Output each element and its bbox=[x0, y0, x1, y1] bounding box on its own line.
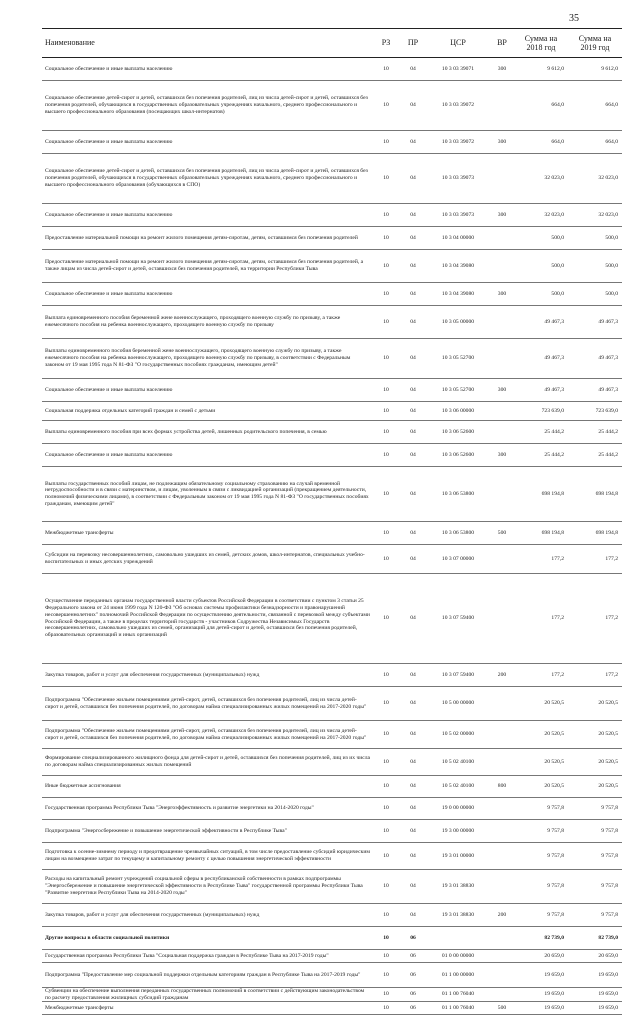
cell-sum-2019: 9 757,8 bbox=[568, 904, 622, 927]
budget-table bbox=[42, 28, 622, 1015]
cell-vr: 500 bbox=[490, 1002, 514, 1015]
cell-rz: 10 bbox=[372, 950, 400, 963]
cell-csr: 01 1 00 76040 bbox=[426, 1002, 490, 1015]
cell-sum-2019: 177,2 bbox=[568, 545, 622, 574]
cell-vr bbox=[490, 687, 514, 721]
cell-pr: 04 bbox=[400, 545, 426, 574]
table-row bbox=[42, 963, 622, 988]
table-row bbox=[42, 950, 622, 963]
cell-sum-2018: 32 023,0 bbox=[514, 154, 568, 204]
cell-rz: 10 bbox=[372, 843, 400, 870]
cell-pr: 04 bbox=[400, 421, 426, 444]
cell-name: Закупка товаров, работ и услуг для обеспечения государственных (муниципальных) нужд bbox=[42, 664, 372, 687]
cell-csr: 10 3 07 59400 bbox=[426, 574, 490, 664]
cell-pr: 04 bbox=[400, 81, 426, 131]
cell-vr bbox=[490, 545, 514, 574]
cell-sum-2019: 25 444,2 bbox=[568, 421, 622, 444]
table-row bbox=[42, 402, 622, 421]
header-sum-2019: Сумма на 2019 год bbox=[568, 29, 622, 58]
cell-name: Подготовка к осенне-зимнему периоду и предотвращение чрезвычайных ситуаций, в том числе предоставление субсидий юридическим лицам на возмещение затрат по текущему и капитальному ремонту с целью повышения энергетической эффективности bbox=[42, 843, 372, 870]
cell-csr: 19 0 00 00000 bbox=[426, 798, 490, 820]
cell-csr: 10 3 06 52600 bbox=[426, 421, 490, 444]
cell-vr bbox=[490, 467, 514, 522]
cell-name: Государственная программа Республики Тыва "Энергоэффективность и развитие энергетики на 2014-2020 годы" bbox=[42, 798, 372, 820]
cell-sum-2018: 698 194,8 bbox=[514, 522, 568, 545]
cell-pr: 04 bbox=[400, 283, 426, 306]
cell-sum-2018: 500,0 bbox=[514, 227, 568, 250]
cell-name: Социальная поддержка отдельных категорий граждан и семей с детьми bbox=[42, 402, 372, 421]
cell-sum-2019: 9 757,8 bbox=[568, 798, 622, 820]
cell-rz: 10 bbox=[372, 339, 400, 379]
cell-name: Расходы на капитальный ремонт учреждений социальной сферы в республиканской собственности в рамках подпрограммы "Энергосбережение и повышение энергетической эффективности в Республике Тыва" государственной программы Республики Тыва "Развитие энергетики Республики Тыва на 2014-2020 годы" bbox=[42, 870, 372, 904]
cell-sum-2019: 177,2 bbox=[568, 574, 622, 664]
cell-name: Социальное обеспечение и иные выплаты населению bbox=[42, 204, 372, 227]
cell-csr: 01 1 00 76040 bbox=[426, 988, 490, 1002]
cell-rz: 10 bbox=[372, 963, 400, 988]
cell-csr: 10 3 03 39071 bbox=[426, 58, 490, 81]
cell-pr: 04 bbox=[400, 870, 426, 904]
table-row bbox=[42, 421, 622, 444]
cell-sum-2019: 500,0 bbox=[568, 227, 622, 250]
cell-name: Подпрограмма "Обеспечение жильем помещениями детей-сирот, детей, оставшихся без попечения родителей, лиц из числа детей-сирот и детей, оставшихся без попечения родителей, по договорам найма специализированных жилых помещений на 2017-2020 годы" bbox=[42, 687, 372, 721]
cell-sum-2019: 723 639,0 bbox=[568, 402, 622, 421]
header-csr: ЦСР bbox=[426, 29, 490, 58]
cell-name: Выплаты государственных пособий лицам, не подлежащим обязательному социальному страхованию на случай временной нетрудоспособности и в связи с материнством, и лицам, уволенным в связи с ликвидацией организаций (прекращением деятельности, полномочий физическими лицами), в соответствии с Федеральным законом от 19 мая 1995 года N 81-ФЗ "О государственных пособиях гражданам, имеющим детей" bbox=[42, 467, 372, 522]
cell-csr: 10 3 05 52700 bbox=[426, 379, 490, 402]
cell-pr: 06 bbox=[400, 963, 426, 988]
cell-sum-2019: 500,0 bbox=[568, 250, 622, 283]
cell-name: Межбюджетные трансферты bbox=[42, 1002, 372, 1015]
cell-vr bbox=[490, 950, 514, 963]
cell-csr: 10 5 00 00000 bbox=[426, 687, 490, 721]
cell-name: Социальное обеспечение и иные выплаты населению bbox=[42, 379, 372, 402]
cell-csr: 10 3 07 59400 bbox=[426, 664, 490, 687]
cell-sum-2019: 20 520,5 bbox=[568, 749, 622, 776]
cell-name: Подпрограмма "Обеспечение жильем помещениями детей-сирот, детей, оставшихся без попечения родителей, лиц из числа детей-сирот и детей, оставшихся без попечения родителей, по договорам найма специализированных жилых помещений на 2017-2020 годы" bbox=[42, 721, 372, 749]
cell-name: Предоставление материальной помощи на ремонт жилого помещения детям-сиротам, детям, оставшимся без попечения родителей bbox=[42, 227, 372, 250]
cell-pr: 06 bbox=[400, 927, 426, 950]
cell-name: Предоставление материальной помощи на ремонт жилого помещения детям-сиротам, детям, оставшимся без попечения родителей, а также лицам из числа детей-сирот и детей, оставшихся без попечения родителей, на территории Республики Тыва bbox=[42, 250, 372, 283]
cell-rz: 10 bbox=[372, 798, 400, 820]
cell-vr bbox=[490, 870, 514, 904]
cell-sum-2018: 20 520,5 bbox=[514, 721, 568, 749]
cell-sum-2019: 664,0 bbox=[568, 131, 622, 154]
cell-name: Подпрограмма "Предоставление мер социальной поддержки отдельным категориям граждан в Республике Тыва на 2017-2019 годы" bbox=[42, 963, 372, 988]
cell-sum-2019: 82 739,0 bbox=[568, 927, 622, 950]
cell-csr bbox=[426, 927, 490, 950]
cell-vr bbox=[490, 820, 514, 843]
cell-name: Закупка товаров, работ и услуг для обеспечения государственных (муниципальных) нужд bbox=[42, 904, 372, 927]
header-vr: ВР bbox=[490, 29, 514, 58]
cell-sum-2018: 500,0 bbox=[514, 283, 568, 306]
cell-vr: 300 bbox=[490, 379, 514, 402]
table-row bbox=[42, 204, 622, 227]
cell-name: Осуществление переданных органам государственной власти субъектов Российской Федерации в соответствии с пунктом 3 статьи 25 Федерального закона от 24 июня 1999 года N 120-ФЗ "Об основах системы профилактики безнадзорности и правонарушений несовершеннолетних" полномочий Российской Федерации по осуществлению деятельности, связанной с перевозкой между субъектами Российской Федерации, а также в пределах территорий государств - участников Содружества Независимых Государств несовершеннолетних, самовольно ушедших из семей, организаций для детей-сирот и детей, оставшихся без попечения родителей, образовательных организаций и иных организаций bbox=[42, 574, 372, 664]
cell-pr: 04 bbox=[400, 154, 426, 204]
cell-rz: 10 bbox=[372, 402, 400, 421]
cell-rz: 10 bbox=[372, 988, 400, 1002]
cell-csr: 10 3 06 52600 bbox=[426, 444, 490, 467]
cell-csr: 19 3 01 00000 bbox=[426, 843, 490, 870]
cell-rz: 10 bbox=[372, 574, 400, 664]
cell-vr bbox=[490, 749, 514, 776]
header-sum-2018: Сумма на 2018 год bbox=[514, 29, 568, 58]
table-row bbox=[42, 545, 622, 574]
table-row bbox=[42, 664, 622, 687]
cell-name: Государственная программа Республики Тыва "Социальная поддержка граждан в Республике Тыва на 2017-2019 годы" bbox=[42, 950, 372, 963]
cell-csr: 10 3 05 00000 bbox=[426, 306, 490, 339]
cell-sum-2019: 9 757,8 bbox=[568, 870, 622, 904]
cell-pr: 04 bbox=[400, 664, 426, 687]
cell-vr bbox=[490, 798, 514, 820]
cell-pr: 06 bbox=[400, 1002, 426, 1015]
cell-sum-2018: 664,0 bbox=[514, 81, 568, 131]
table-row bbox=[42, 444, 622, 467]
cell-sum-2018: 177,2 bbox=[514, 574, 568, 664]
cell-rz: 10 bbox=[372, 820, 400, 843]
header-rz: РЗ bbox=[372, 29, 400, 58]
cell-rz: 10 bbox=[372, 58, 400, 81]
cell-rz: 10 bbox=[372, 749, 400, 776]
cell-pr: 04 bbox=[400, 843, 426, 870]
cell-pr: 04 bbox=[400, 467, 426, 522]
cell-name: Социальное обеспечение и иные выплаты населению bbox=[42, 131, 372, 154]
cell-rz: 10 bbox=[372, 870, 400, 904]
cell-sum-2018: 19 659,0 bbox=[514, 988, 568, 1002]
cell-sum-2018: 20 520,5 bbox=[514, 776, 568, 798]
cell-vr bbox=[490, 227, 514, 250]
cell-sum-2019: 19 659,0 bbox=[568, 988, 622, 1002]
cell-vr bbox=[490, 988, 514, 1002]
cell-name: Подпрограмма "Энергосбережение и повышение энергетической эффективности в Республике Тыва" bbox=[42, 820, 372, 843]
cell-vr bbox=[490, 927, 514, 950]
table-row bbox=[42, 81, 622, 131]
cell-rz: 10 bbox=[372, 687, 400, 721]
cell-vr: 800 bbox=[490, 776, 514, 798]
table-row bbox=[42, 988, 622, 1002]
cell-sum-2019: 32 023,0 bbox=[568, 154, 622, 204]
cell-rz: 10 bbox=[372, 131, 400, 154]
cell-rz: 10 bbox=[372, 467, 400, 522]
cell-sum-2018: 49 467,3 bbox=[514, 379, 568, 402]
table-row bbox=[42, 522, 622, 545]
cell-sum-2018: 19 659,0 bbox=[514, 1002, 568, 1015]
cell-csr: 10 3 06 53800 bbox=[426, 522, 490, 545]
cell-pr: 06 bbox=[400, 988, 426, 1002]
cell-sum-2018: 20 659,0 bbox=[514, 950, 568, 963]
cell-name: Субсидии на перевозку несовершеннолетних, самовольно ушедших из семей, детских домов, школ-интернатов, специальных учебно-воспитательных и иных детских учреждений bbox=[42, 545, 372, 574]
cell-pr: 04 bbox=[400, 904, 426, 927]
cell-vr bbox=[490, 154, 514, 204]
cell-vr bbox=[490, 574, 514, 664]
table-row bbox=[42, 798, 622, 820]
cell-rz: 10 bbox=[372, 283, 400, 306]
cell-rz: 10 bbox=[372, 664, 400, 687]
cell-vr: 300 bbox=[490, 131, 514, 154]
cell-pr: 04 bbox=[400, 58, 426, 81]
cell-sum-2018: 20 520,5 bbox=[514, 749, 568, 776]
cell-vr bbox=[490, 721, 514, 749]
page-number: 35 bbox=[569, 13, 579, 24]
cell-rz: 10 bbox=[372, 306, 400, 339]
cell-sum-2018: 664,0 bbox=[514, 131, 568, 154]
table-row bbox=[42, 283, 622, 306]
cell-vr bbox=[490, 81, 514, 131]
cell-sum-2018: 25 444,2 bbox=[514, 444, 568, 467]
cell-csr: 10 5 02 00000 bbox=[426, 721, 490, 749]
cell-rz: 10 bbox=[372, 927, 400, 950]
cell-csr: 10 5 02 40100 bbox=[426, 776, 490, 798]
cell-name: Выплаты единовременного пособия беременной жене военнослужащего, проходящего военную службу по призыву, а также ежемесячного пособия на ребенка военнослужащего, проходящего военную службу по призыву, в соответствии с Федеральным законом от 19 мая 1995 года N 81-ФЗ "О государственных пособиях гражданам, имеющим детей" bbox=[42, 339, 372, 379]
table-row bbox=[42, 820, 622, 843]
cell-pr: 04 bbox=[400, 574, 426, 664]
cell-rz: 10 bbox=[372, 721, 400, 749]
table-row bbox=[42, 721, 622, 749]
header-pr: ПР bbox=[400, 29, 426, 58]
table-body bbox=[42, 58, 622, 1015]
cell-vr: 300 bbox=[490, 444, 514, 467]
cell-vr bbox=[490, 250, 514, 283]
table-row bbox=[42, 870, 622, 904]
cell-vr: 300 bbox=[490, 204, 514, 227]
cell-rz: 10 bbox=[372, 545, 400, 574]
cell-pr: 04 bbox=[400, 250, 426, 283]
cell-csr: 10 3 03 39073 bbox=[426, 154, 490, 204]
cell-sum-2019: 20 659,0 bbox=[568, 950, 622, 963]
cell-sum-2018: 9 612,0 bbox=[514, 58, 568, 81]
cell-vr bbox=[490, 843, 514, 870]
table-header-row bbox=[42, 29, 622, 58]
cell-sum-2018: 177,2 bbox=[514, 545, 568, 574]
cell-csr: 10 3 04 39080 bbox=[426, 283, 490, 306]
cell-rz: 10 bbox=[372, 227, 400, 250]
cell-sum-2019: 49 467,3 bbox=[568, 339, 622, 379]
cell-sum-2019: 698 194,8 bbox=[568, 522, 622, 545]
cell-rz: 10 bbox=[372, 250, 400, 283]
cell-vr: 500 bbox=[490, 522, 514, 545]
cell-sum-2018: 49 467,3 bbox=[514, 306, 568, 339]
cell-name: Социальное обеспечение и иные выплаты населению bbox=[42, 283, 372, 306]
cell-pr: 06 bbox=[400, 950, 426, 963]
table-row bbox=[42, 250, 622, 283]
cell-csr: 19 3 00 00000 bbox=[426, 820, 490, 843]
cell-name: Социальное обеспечение и иные выплаты населению bbox=[42, 444, 372, 467]
cell-rz: 10 bbox=[372, 522, 400, 545]
cell-pr: 04 bbox=[400, 776, 426, 798]
cell-pr: 04 bbox=[400, 687, 426, 721]
cell-rz: 10 bbox=[372, 379, 400, 402]
table-row bbox=[42, 1002, 622, 1015]
cell-sum-2019: 20 520,5 bbox=[568, 776, 622, 798]
cell-sum-2018: 82 739,0 bbox=[514, 927, 568, 950]
cell-sum-2018: 9 757,8 bbox=[514, 798, 568, 820]
cell-csr: 10 3 03 39072 bbox=[426, 81, 490, 131]
cell-sum-2019: 698 194,8 bbox=[568, 467, 622, 522]
cell-sum-2018: 500,0 bbox=[514, 250, 568, 283]
cell-csr: 10 3 04 00000 bbox=[426, 227, 490, 250]
table-row bbox=[42, 131, 622, 154]
cell-sum-2018: 9 757,8 bbox=[514, 904, 568, 927]
cell-rz: 10 bbox=[372, 204, 400, 227]
cell-vr: 200 bbox=[490, 904, 514, 927]
table-row bbox=[42, 749, 622, 776]
cell-pr: 04 bbox=[400, 306, 426, 339]
cell-pr: 04 bbox=[400, 444, 426, 467]
cell-vr bbox=[490, 306, 514, 339]
cell-rz: 10 bbox=[372, 444, 400, 467]
cell-vr bbox=[490, 963, 514, 988]
cell-csr: 10 3 06 00000 bbox=[426, 402, 490, 421]
cell-pr: 04 bbox=[400, 749, 426, 776]
cell-rz: 10 bbox=[372, 776, 400, 798]
cell-csr: 10 3 04 39080 bbox=[426, 250, 490, 283]
cell-name: Межбюджетные трансферты bbox=[42, 522, 372, 545]
cell-name: Формирование специализированного жилищного фонда для детей-сирот и детей, оставшихся без попечения родителей, лиц из их числа по договорам найма специализированных жилых помещений bbox=[42, 749, 372, 776]
cell-csr: 01 1 00 00000 bbox=[426, 963, 490, 988]
cell-sum-2019: 20 520,5 bbox=[568, 687, 622, 721]
cell-csr: 10 3 03 39072 bbox=[426, 131, 490, 154]
table-row bbox=[42, 843, 622, 870]
cell-sum-2018: 9 757,8 bbox=[514, 843, 568, 870]
table-row bbox=[42, 467, 622, 522]
cell-csr: 10 3 07 00000 bbox=[426, 545, 490, 574]
cell-vr bbox=[490, 339, 514, 379]
cell-name: Выплата единовременного пособия беременной жене военнослужащего, проходящего военную службу по призыву, а также ежемесячного пособия на ребенка военнослужащего, проходящего военную службу по призыву bbox=[42, 306, 372, 339]
cell-pr: 04 bbox=[400, 798, 426, 820]
cell-sum-2018: 9 757,8 bbox=[514, 820, 568, 843]
header-name: Наименование bbox=[42, 29, 372, 58]
table-row bbox=[42, 306, 622, 339]
cell-vr: 300 bbox=[490, 58, 514, 81]
cell-sum-2018: 49 467,3 bbox=[514, 339, 568, 379]
cell-sum-2018: 177,2 bbox=[514, 664, 568, 687]
table-row bbox=[42, 687, 622, 721]
cell-rz: 10 bbox=[372, 81, 400, 131]
table-row bbox=[42, 227, 622, 250]
cell-sum-2019: 9 612,0 bbox=[568, 58, 622, 81]
cell-sum-2019: 9 757,8 bbox=[568, 843, 622, 870]
cell-vr bbox=[490, 421, 514, 444]
table-row bbox=[42, 379, 622, 402]
table-row bbox=[42, 904, 622, 927]
cell-sum-2018: 19 659,0 bbox=[514, 963, 568, 988]
cell-name: Иные бюджетные ассигнования bbox=[42, 776, 372, 798]
cell-vr: 200 bbox=[490, 664, 514, 687]
cell-csr: 19 3 01 38830 bbox=[426, 904, 490, 927]
cell-pr: 04 bbox=[400, 339, 426, 379]
cell-rz: 10 bbox=[372, 421, 400, 444]
cell-pr: 04 bbox=[400, 820, 426, 843]
cell-pr: 04 bbox=[400, 204, 426, 227]
cell-csr: 10 5 02 40100 bbox=[426, 749, 490, 776]
cell-sum-2019: 19 659,0 bbox=[568, 1002, 622, 1015]
cell-pr: 04 bbox=[400, 522, 426, 545]
cell-rz: 10 bbox=[372, 154, 400, 204]
table-row bbox=[42, 154, 622, 204]
table-row bbox=[42, 927, 622, 950]
cell-name: Выплаты единовременного пособия при всех формах устройства детей, лишенных родительского попечения, в семью bbox=[42, 421, 372, 444]
cell-rz: 10 bbox=[372, 1002, 400, 1015]
cell-csr: 10 3 03 39073 bbox=[426, 204, 490, 227]
table-row bbox=[42, 339, 622, 379]
cell-pr: 04 bbox=[400, 402, 426, 421]
cell-sum-2018: 9 757,8 bbox=[514, 870, 568, 904]
cell-vr: 300 bbox=[490, 283, 514, 306]
cell-sum-2019: 49 467,3 bbox=[568, 379, 622, 402]
cell-sum-2019: 664,0 bbox=[568, 81, 622, 131]
cell-name: Социальное обеспечение детей-сирот и детей, оставшихся без попечения родителей, лиц из числа детей-сирот и детей, оставшихся без попечения родителей, обучающихся в государственных образовательных учреждениях начального, среднего профессионального и высшего профессионального образования (посещающих школ-интернатов) bbox=[42, 81, 372, 131]
cell-sum-2018: 32 023,0 bbox=[514, 204, 568, 227]
cell-sum-2018: 698 194,8 bbox=[514, 467, 568, 522]
cell-sum-2019: 20 520,5 bbox=[568, 721, 622, 749]
cell-name: Социальное обеспечение детей-сирот и детей, оставшихся без попечения родителей, лиц из числа детей-сирот и детей, оставшихся без попечения родителей, обучающихся в государственных образовательных учреждениях начального, среднего профессионального и высшего профессионального образования (обучающихся в СПО) bbox=[42, 154, 372, 204]
cell-pr: 04 bbox=[400, 131, 426, 154]
cell-csr: 01 0 00 00000 bbox=[426, 950, 490, 963]
cell-csr: 10 3 05 52700 bbox=[426, 339, 490, 379]
cell-pr: 04 bbox=[400, 227, 426, 250]
cell-sum-2019: 32 023,0 bbox=[568, 204, 622, 227]
cell-name: Другие вопросы в области социальной политики bbox=[42, 927, 372, 950]
cell-sum-2018: 20 520,5 bbox=[514, 687, 568, 721]
cell-sum-2019: 49 467,3 bbox=[568, 306, 622, 339]
cell-sum-2019: 177,2 bbox=[568, 664, 622, 687]
cell-name: Социальное обеспечение и иные выплаты населению bbox=[42, 58, 372, 81]
cell-csr: 19 3 01 38830 bbox=[426, 870, 490, 904]
table-row bbox=[42, 574, 622, 664]
cell-rz: 10 bbox=[372, 904, 400, 927]
table-row bbox=[42, 58, 622, 81]
cell-name: Субвенции на обеспечение выполнения переданных государственных полномочий в соответствии с действующим законодательством по расчету предоставления жилищных субсидий гражданам bbox=[42, 988, 372, 1002]
table-row bbox=[42, 776, 622, 798]
cell-vr bbox=[490, 402, 514, 421]
cell-sum-2018: 25 444,2 bbox=[514, 421, 568, 444]
cell-sum-2018: 723 639,0 bbox=[514, 402, 568, 421]
cell-sum-2019: 19 659,0 bbox=[568, 963, 622, 988]
cell-pr: 04 bbox=[400, 379, 426, 402]
cell-sum-2019: 25 444,2 bbox=[568, 444, 622, 467]
cell-pr: 04 bbox=[400, 721, 426, 749]
cell-csr: 10 3 06 53800 bbox=[426, 467, 490, 522]
cell-sum-2019: 500,0 bbox=[568, 283, 622, 306]
cell-sum-2019: 9 757,8 bbox=[568, 820, 622, 843]
